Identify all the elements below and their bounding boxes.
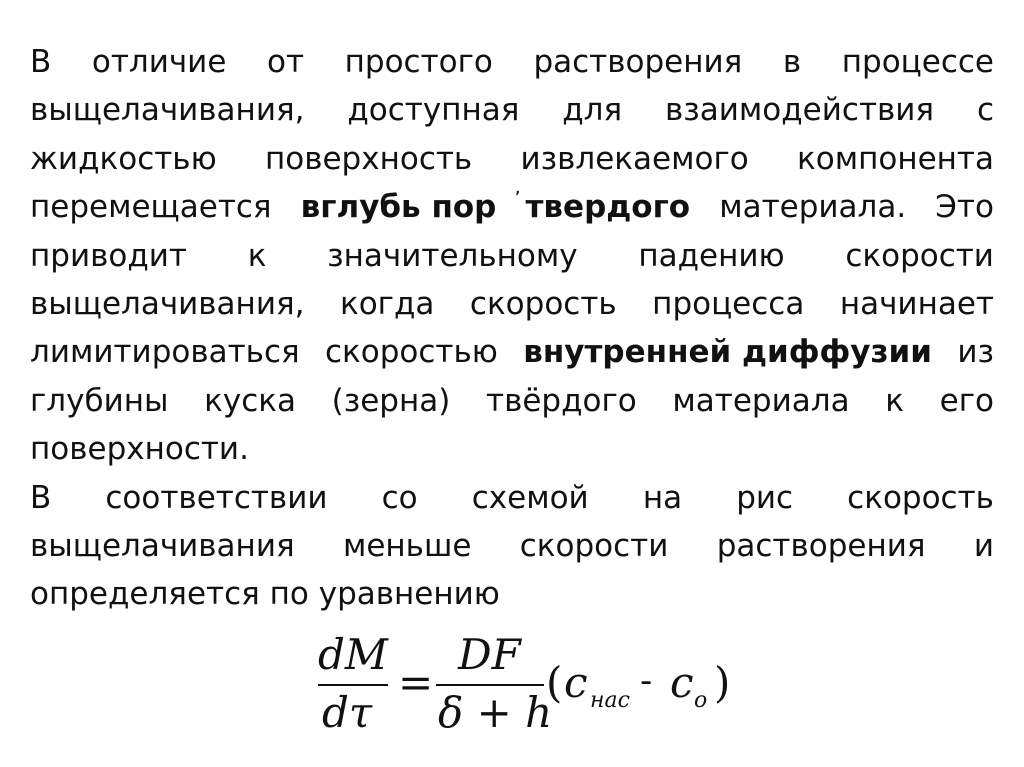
- word: скорости: [845, 237, 994, 274]
- text-line: [30, 86, 994, 134]
- word: извлекаемого: [520, 140, 749, 177]
- word: выщелачивания,: [30, 285, 305, 322]
- word: со: [381, 479, 418, 516]
- equals-sign: =: [398, 658, 434, 707]
- text-line: [30, 474, 994, 522]
- text-line: [30, 522, 994, 570]
- c-initial: c: [670, 658, 694, 707]
- word: поверхность: [264, 140, 473, 177]
- word: скоростью: [325, 334, 498, 371]
- word: компонента: [797, 140, 994, 177]
- bold-term: внутренней диффузии: [523, 334, 932, 371]
- word: доступная: [347, 92, 520, 129]
- word: скорости: [519, 527, 669, 564]
- word: лимитироваться: [30, 334, 300, 371]
- text-line: [30, 425, 994, 473]
- word: приводит: [30, 237, 187, 274]
- word: процессе: [841, 44, 994, 80]
- word: процесса: [652, 285, 805, 322]
- word: когда: [339, 285, 435, 322]
- word: определяется по уравнению: [30, 576, 500, 613]
- word: к: [885, 382, 904, 419]
- lhs-numerator: dM: [318, 630, 388, 679]
- word: и: [973, 527, 994, 564]
- word: схемой: [471, 479, 589, 516]
- c-saturated: c: [564, 658, 588, 707]
- text-line: [30, 38, 994, 86]
- text-line: [30, 135, 994, 183]
- word: из: [957, 334, 994, 371]
- text-line: [30, 570, 994, 618]
- text-line: [30, 183, 994, 231]
- word: скорость: [469, 285, 617, 322]
- rhs-denominator: δ + h: [438, 688, 553, 737]
- text-line: [30, 280, 994, 328]
- word: выщелачивания: [30, 527, 295, 564]
- word: к: [247, 237, 267, 274]
- open-paren: (: [546, 658, 563, 707]
- word: (зерна): [331, 382, 451, 419]
- lhs-denominator: dτ: [322, 688, 373, 737]
- c-saturated-subscript: нас: [590, 688, 630, 713]
- word: материала.: [719, 189, 907, 226]
- word: меньше: [342, 527, 472, 564]
- rhs-fraction-bar: [436, 684, 544, 686]
- word: куска: [204, 382, 296, 419]
- word: начинает: [839, 285, 994, 322]
- word: в: [782, 44, 802, 80]
- rhs-numerator: DF: [458, 630, 521, 679]
- close-paren: ): [714, 658, 731, 707]
- bold-term: вглубь пор: [300, 189, 497, 226]
- word: рис: [736, 479, 794, 516]
- body-text: [30, 38, 994, 619]
- word: В: [30, 44, 52, 80]
- text-line: [30, 328, 994, 376]
- word: взаимодействия: [665, 92, 935, 129]
- word: выщелачивания,: [30, 92, 305, 129]
- stray-mark: ,: [515, 182, 521, 197]
- word: для: [562, 92, 623, 129]
- word: значительному: [327, 237, 578, 274]
- lhs-fraction-bar: [318, 684, 388, 686]
- word: жидкостью: [30, 140, 217, 177]
- word: его: [939, 382, 994, 419]
- word: простого: [344, 44, 493, 80]
- text-line: [30, 232, 994, 280]
- word: соответствии: [105, 479, 328, 516]
- rate-equation: [318, 628, 738, 748]
- word: В: [30, 479, 52, 516]
- word: скорость: [847, 479, 994, 516]
- word: отличие: [91, 44, 227, 80]
- minus-sign: -: [640, 661, 653, 701]
- word: от: [267, 44, 305, 80]
- text-line: [30, 377, 994, 425]
- word: поверхности.: [30, 431, 249, 468]
- word: глубины: [30, 382, 169, 419]
- word: падению: [638, 237, 785, 274]
- word: твёрдого: [486, 382, 637, 419]
- word: растворения: [716, 527, 926, 564]
- word: растворения: [533, 44, 743, 80]
- word: материала: [672, 382, 850, 419]
- word: с: [976, 92, 994, 129]
- bold-term: твердого: [525, 189, 691, 226]
- word: на: [642, 479, 683, 516]
- word: перемещается: [30, 189, 272, 226]
- word: Это: [935, 189, 994, 226]
- bold-term-wrapper: [515, 182, 691, 231]
- c-initial-subscript: о: [694, 688, 708, 713]
